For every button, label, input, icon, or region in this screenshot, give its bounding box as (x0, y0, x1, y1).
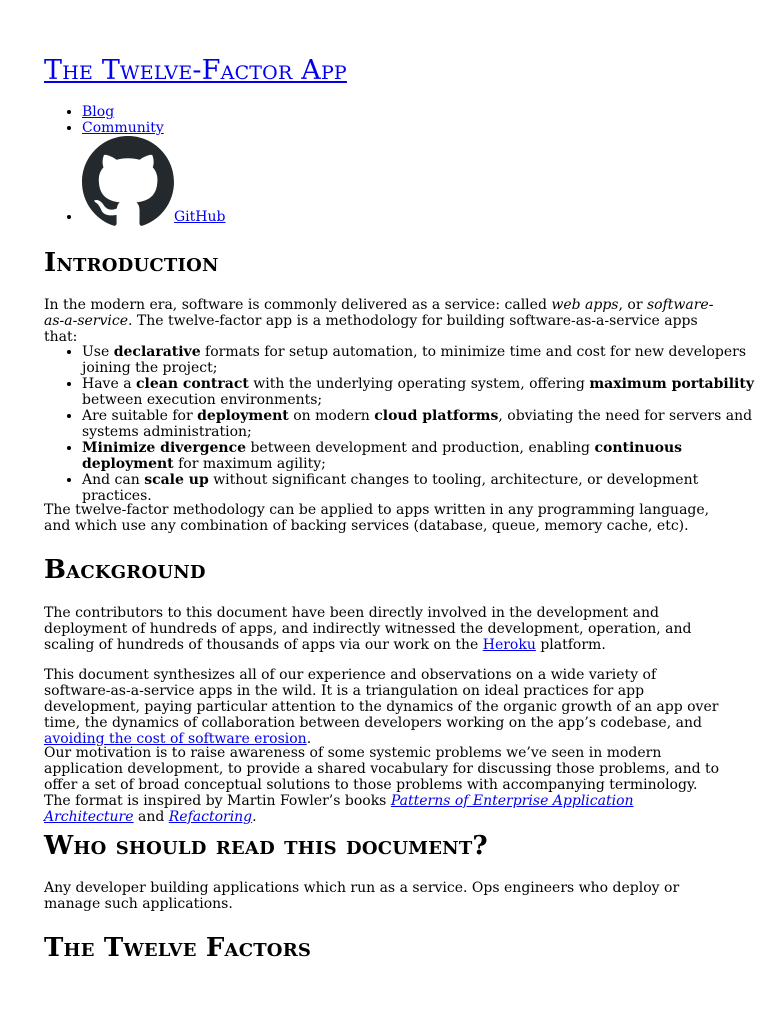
nav-link-community[interactable]: Community (82, 120, 164, 136)
list-item-bold: declarative (113, 344, 201, 360)
list-item-text: between development and production, enabling (246, 440, 595, 456)
list-item-bold: deployment (197, 408, 289, 424)
nav-link-github[interactable] (82, 209, 225, 225)
refactoring-book-link[interactable]: Refactoring (168, 809, 253, 825)
list-item-bold: maximum portability (589, 376, 754, 392)
list-item-text: with the underlying operating system, offering (248, 376, 590, 392)
intro-paragraph-2: The twelve-factor methodology can be applied to apps written in any programming language, and which use any combination of backing services (database, queue, memory cache, etc). (44, 502, 710, 534)
heading-twelve-factors: The Twelve Factors (44, 933, 312, 963)
list-item (82, 472, 764, 504)
heading-who-should-read: Who should read this document? (44, 831, 488, 861)
intro-paragraph-1 (44, 297, 726, 345)
list-item-bold: continuous deployment (82, 440, 683, 472)
heading-introduction: Introduction (44, 248, 219, 278)
background-p3-text: Our motivation is to raise awareness of some systemic problems we’ve seen in modern application development, to provide a shared vocabulary for discussing those problems, and to offer a set of broad conceptual solutions to those problems with accompanying terminology. The format is inspired by Martin Fowler’s books (44, 745, 720, 809)
list-item-bold: scale up (144, 472, 209, 488)
intro-p1-text-3: . The twelve-factor app is a methodology for building software-as-a-service apps that: (44, 313, 698, 345)
audience-paragraph: Any developer building applications which run as a service. Ops engineers who deploy or manage such applications. (44, 880, 680, 912)
list-item-bold: cloud platforms (374, 408, 499, 424)
list-item-text: for maximum agility; (173, 456, 326, 472)
list-item (82, 408, 764, 440)
list-item-text: between execution environments; (82, 392, 323, 408)
nav-item-blog (82, 104, 225, 120)
patterns-book-link[interactable]: Patterns of Enterprise Application Architecture (44, 793, 634, 825)
list-item-text: Are suitable for (82, 408, 198, 424)
software-erosion-link[interactable]: avoiding the cost of software erosion (44, 731, 307, 747)
nav-item-github (82, 136, 225, 225)
nav-link-github-label[interactable]: GitHub (174, 209, 226, 225)
github-octocat-icon[interactable] (82, 136, 174, 228)
background-p2-text-2: . (306, 731, 312, 747)
intro-p1-text-2: , or (618, 297, 647, 313)
site-title[interactable] (44, 54, 347, 88)
list-item-bold: Minimize divergence (82, 440, 247, 456)
list-item-text: Use (82, 344, 114, 360)
list-item-text: And can (82, 472, 145, 488)
background-paragraph-2 (44, 667, 726, 747)
background-p2-text: This document synthesizes all of our experience and observations on a wide variety of software-as-a-service apps in the wild. It is a triangulation on ideal practices for app development, paying particular attention to the dynamics of the organic growth of an app over time, the dynamics of collaboration between developers working on the app’s codebase, and (44, 667, 719, 731)
list-item-text: on modern (288, 408, 375, 424)
intro-p1-emphasis-web-apps: web apps (551, 297, 619, 313)
list-item (82, 344, 764, 376)
background-p3-text-2: and (133, 809, 169, 825)
list-item (82, 440, 764, 472)
nav-link-blog[interactable]: Blog (82, 104, 115, 120)
intro-p1-text: In the modern era, software is commonly delivered as a service: called (44, 297, 552, 313)
background-p1-text: The contributors to this document have been directly involved in the development and deployment of hundreds of apps, and indirectly witnessed the development, operation, and scaling of hundreds of thousands of apps via our work on the (44, 605, 692, 653)
list-item-text: , obviating the need for servers and systems administration; (82, 408, 753, 440)
list-item-bold: clean contract (136, 376, 249, 392)
site-title-link[interactable]: The Twelve-Factor App (44, 55, 347, 86)
site-nav (44, 104, 225, 225)
list-item-text: formats for setup automation, to minimize time and cost for new developers joining the project; (82, 344, 747, 376)
background-p3-text-3: . (252, 809, 257, 825)
intro-p1-emphasis-saas: software-as-a-service (44, 297, 714, 329)
background-paragraph-1 (44, 605, 726, 653)
background-paragraph-3 (44, 745, 726, 825)
background-p1-text-2: platform. (535, 637, 606, 653)
heroku-link[interactable]: Heroku (482, 637, 536, 653)
heading-background: Background (44, 555, 206, 585)
intro-feature-list (44, 344, 764, 504)
nav-item-community (82, 120, 225, 136)
list-item-text: without significant changes to tooling, architecture, or development practices. (82, 472, 699, 504)
list-item (82, 376, 764, 408)
list-item-text: Have a (82, 376, 136, 392)
